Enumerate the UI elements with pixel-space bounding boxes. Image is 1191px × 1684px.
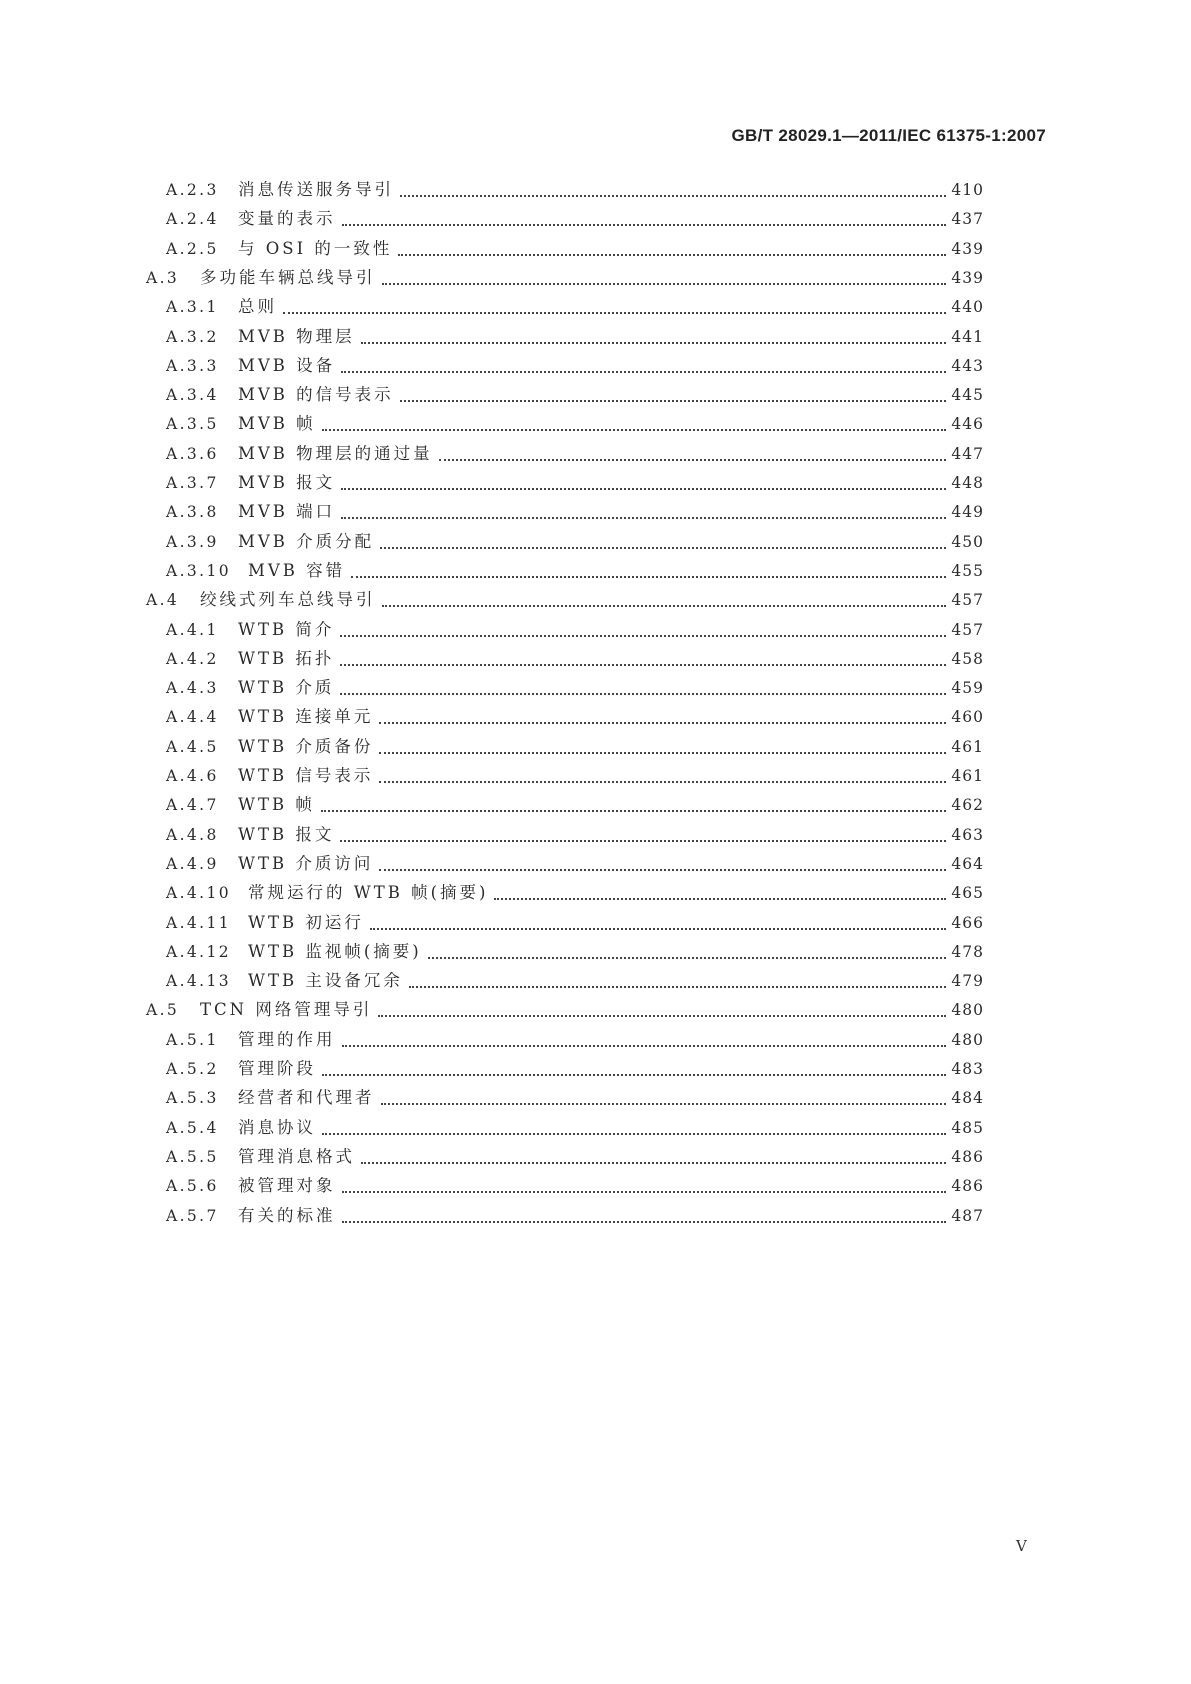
toc-leader-dots xyxy=(439,459,946,461)
toc-leader-dots xyxy=(379,722,946,724)
page-number: V xyxy=(1016,1537,1027,1555)
toc-entry-number: A.3.7 xyxy=(166,474,219,492)
toc-entry[interactable] xyxy=(166,1145,984,1169)
toc-leader-dots xyxy=(342,1045,947,1047)
toc-entry[interactable] xyxy=(166,1086,984,1110)
toc-entry-number: A.3.4 xyxy=(166,386,219,405)
toc-entry[interactable] xyxy=(166,325,984,349)
toc-entry[interactable] xyxy=(166,647,984,671)
toc-entry-page: 462 xyxy=(951,796,984,815)
toc-entry-number: A.4.5 xyxy=(166,737,219,756)
toc-entry[interactable] xyxy=(166,618,984,642)
toc-entry-page: 466 xyxy=(951,913,984,932)
toc-entry-page: 443 xyxy=(951,356,984,375)
toc-entry-page: 486 xyxy=(951,1147,984,1166)
toc-entry-number: A.5 xyxy=(146,1001,180,1020)
document-header: GB/T 28029.1—2011/IEC 61375-1:2007 xyxy=(731,126,1046,145)
toc-entry-number: A.3.9 xyxy=(166,532,219,551)
toc-leader-dots xyxy=(378,1015,946,1017)
toc-entry-title: MVB 的信号表示 xyxy=(238,385,394,405)
toc-entry-title: 多功能车辆总线导引 xyxy=(200,267,376,287)
toc-entry-title: MVB 端口 xyxy=(238,502,336,522)
toc-leader-dots xyxy=(351,576,946,578)
toc-entry-page: 437 xyxy=(951,210,984,229)
toc-entry[interactable] xyxy=(146,998,984,1022)
toc-entry-title: WTB 报文 xyxy=(238,824,335,844)
toc-entry-page: 439 xyxy=(951,268,984,287)
toc-entry-title: 有关的标准 xyxy=(238,1205,336,1225)
toc-leader-dots xyxy=(382,283,947,285)
toc-entry-page: 457 xyxy=(951,591,984,610)
toc-leader-dots xyxy=(379,781,946,783)
toc-entry-title: 管理阶段 xyxy=(238,1059,316,1078)
toc-leader-dots xyxy=(382,605,947,607)
toc-entry-number: A.4.4 xyxy=(166,708,219,727)
toc-entry-number: A.4 xyxy=(146,591,180,610)
toc-entry-page: 455 xyxy=(951,561,984,580)
toc-entry-number: A.5.3 xyxy=(166,1089,219,1108)
toc-entry-number: A.4.10 xyxy=(166,884,232,903)
toc-entry-title: MVB 介质分配 xyxy=(238,531,375,551)
toc-entry-number: A.3.3 xyxy=(166,356,219,375)
toc-entry-page: 465 xyxy=(951,884,984,903)
toc-leader-dots xyxy=(379,752,946,754)
toc-entry-title: WTB 介质 xyxy=(238,678,335,698)
toc-entry[interactable] xyxy=(166,471,984,495)
toc-entry-title: 管理的作用 xyxy=(238,1029,336,1049)
toc-entry-page: 480 xyxy=(951,1030,984,1049)
toc-entry[interactable] xyxy=(166,940,984,964)
toc-entry[interactable] xyxy=(166,1057,984,1081)
toc-entry-page: 464 xyxy=(951,854,984,873)
toc-entry-page: 457 xyxy=(951,620,984,639)
toc-entry-title: MVB 物理层 xyxy=(238,326,355,346)
toc-entry-number: A.5.6 xyxy=(166,1177,219,1196)
toc-entry-title: 经营者和代理者 xyxy=(238,1088,375,1108)
toc-entry-number: A.4.1 xyxy=(166,620,219,639)
toc-entry[interactable] xyxy=(166,852,984,876)
toc-entry-number: A.2.4 xyxy=(166,210,219,229)
toc-entry-page: 458 xyxy=(951,649,984,668)
toc-leader-dots xyxy=(322,1074,946,1076)
toc-entry[interactable] xyxy=(166,1116,984,1140)
toc-entry[interactable] xyxy=(166,881,984,905)
toc-entry-title: 管理消息格式 xyxy=(238,1146,355,1166)
toc-entry-number: A.4.9 xyxy=(166,854,219,873)
toc-entry[interactable] xyxy=(166,793,984,817)
toc-leader-dots xyxy=(400,400,946,402)
toc-entry-page: 448 xyxy=(951,474,984,492)
toc-entry[interactable] xyxy=(166,1204,984,1228)
toc-entry[interactable] xyxy=(166,237,984,261)
toc-entry-title: 总则 xyxy=(238,297,277,317)
toc-leader-dots xyxy=(322,1133,946,1135)
toc-entry[interactable] xyxy=(146,588,984,612)
toc-entry-number: A.3.1 xyxy=(166,298,219,317)
toc-entry-title: MVB 设备 xyxy=(238,355,336,375)
toc-entry-title: 被管理对象 xyxy=(238,1176,336,1196)
toc-leader-dots xyxy=(341,488,946,490)
toc-leader-dots xyxy=(322,429,946,431)
toc-leader-dots xyxy=(428,957,946,959)
toc-entry-number: A.4.13 xyxy=(166,972,232,991)
toc-entry-number: A.4.6 xyxy=(166,767,219,785)
toc-leader-dots xyxy=(361,342,946,344)
toc-entry[interactable] xyxy=(166,383,984,407)
toc-entry-title: TCN 网络管理导引 xyxy=(200,1000,373,1020)
toc-entry-number: A.4.11 xyxy=(166,913,232,932)
toc-entry-number: A.5.7 xyxy=(166,1206,219,1225)
toc-entry[interactable] xyxy=(166,442,984,466)
toc-entry-title: WTB 拓扑 xyxy=(238,648,335,668)
toc-entry[interactable] xyxy=(146,266,984,290)
toc-leader-dots xyxy=(342,1191,947,1193)
toc-entry-title: WTB 介质访问 xyxy=(238,853,374,873)
toc-leader-dots xyxy=(361,1162,946,1164)
toc-entry-number: A.5.2 xyxy=(166,1060,219,1078)
toc-leader-dots xyxy=(381,1103,947,1105)
toc-entry-number: A.3.5 xyxy=(166,415,219,434)
toc-entry[interactable] xyxy=(166,1028,984,1052)
toc-entry-page: 441 xyxy=(951,327,984,346)
toc-entry-page: 461 xyxy=(951,737,984,756)
toc-entry-number: A.4.2 xyxy=(166,649,219,668)
toc-entry-title: 变量的表示 xyxy=(238,209,336,229)
toc-entry-page: 440 xyxy=(951,298,984,317)
toc-entry-number: A.4.12 xyxy=(166,942,232,961)
toc-entry-title: WTB 信号表示 xyxy=(238,766,374,785)
toc-entry-title: 消息协议 xyxy=(238,1117,316,1137)
toc-leader-dots xyxy=(370,928,946,930)
toc-leader-dots xyxy=(341,371,946,373)
toc-entry-page: 478 xyxy=(951,942,984,961)
toc-entry[interactable] xyxy=(166,559,984,583)
toc-leader-dots xyxy=(340,635,946,637)
toc-entry-number: A.3.8 xyxy=(166,503,219,522)
toc-leader-dots xyxy=(494,898,946,900)
toc-entry-number: A.4.7 xyxy=(166,796,219,815)
toc-entry-number: A.3.6 xyxy=(166,444,219,463)
toc-entry-title: 绞线式列车总线导引 xyxy=(200,590,376,610)
toc-entry-number: A.5.4 xyxy=(166,1118,219,1137)
toc-entry-page: 461 xyxy=(951,767,984,785)
toc-entry-number: A.5.5 xyxy=(166,1147,219,1166)
toc-leader-dots xyxy=(321,810,946,812)
toc-entry-title: WTB 主设备冗余 xyxy=(248,971,403,991)
toc-entry-title: 消息传送服务导引 xyxy=(238,180,394,199)
toc-entry[interactable] xyxy=(166,969,984,993)
toc-entry-page: 446 xyxy=(951,415,984,434)
toc-entry-title: 常规运行的 WTB 帧(摘要) xyxy=(248,883,489,903)
toc-entry-page: 485 xyxy=(951,1118,984,1137)
toc-entry-number: A.2.5 xyxy=(166,239,219,258)
toc-entry[interactable] xyxy=(166,178,984,202)
toc-entry[interactable] xyxy=(166,764,984,788)
toc-entry-page: 445 xyxy=(951,386,984,405)
toc-leader-dots xyxy=(380,547,946,549)
toc-entry-title: 与 OSI 的一致性 xyxy=(238,238,393,258)
toc-leader-dots xyxy=(342,224,947,226)
toc-entry-page: 480 xyxy=(951,1001,984,1020)
toc-leader-dots xyxy=(342,1221,947,1223)
toc-entry-title: WTB 初运行 xyxy=(248,912,364,932)
toc-entry-page: 447 xyxy=(951,444,984,463)
toc-leader-dots xyxy=(340,664,946,666)
toc-entry[interactable] xyxy=(166,295,984,319)
toc-entry-title: WTB 监视帧(摘要) xyxy=(248,941,422,961)
toc-entry-page: 460 xyxy=(951,708,984,727)
toc-entry-title: MVB 容错 xyxy=(248,560,346,580)
toc-entry-title: WTB 介质备份 xyxy=(238,736,374,756)
toc-entry-page: 486 xyxy=(951,1177,984,1196)
toc-entry-number: A.2.3 xyxy=(166,181,219,199)
toc-entry[interactable] xyxy=(166,207,984,231)
toc-entry-title: MVB 物理层的通过量 xyxy=(238,443,433,463)
toc-leader-dots xyxy=(400,195,946,197)
toc-entry[interactable] xyxy=(166,1174,984,1198)
toc-entry-page: 459 xyxy=(951,679,984,698)
toc-leader-dots xyxy=(409,986,946,988)
toc-entry[interactable] xyxy=(166,530,984,554)
toc-entry-title: WTB 连接单元 xyxy=(238,707,374,727)
toc-entry-number: A.3.10 xyxy=(166,561,232,580)
toc-entry-page: 483 xyxy=(951,1060,984,1078)
toc-entry[interactable] xyxy=(166,705,984,729)
toc-entry-number: A.4.8 xyxy=(166,825,219,844)
toc-entry-page: 449 xyxy=(951,503,984,522)
toc-leader-dots xyxy=(379,869,946,871)
toc-entry[interactable] xyxy=(166,911,984,935)
toc-entry-page: 450 xyxy=(951,532,984,551)
toc-entry[interactable] xyxy=(166,676,984,700)
toc-entry[interactable] xyxy=(166,735,984,759)
toc-entry-number: A.5.1 xyxy=(166,1030,219,1049)
toc-entry-title: WTB 帧 xyxy=(238,795,315,815)
toc-entry-page: 479 xyxy=(951,972,984,991)
toc-leader-dots xyxy=(283,312,946,314)
toc-leader-dots xyxy=(341,517,946,519)
toc-entry-title: MVB 报文 xyxy=(238,473,336,492)
toc-entry[interactable] xyxy=(166,500,984,524)
toc-leader-dots xyxy=(398,254,946,256)
toc-entry-number: A.3.2 xyxy=(166,327,219,346)
toc-entry-page: 463 xyxy=(951,825,984,844)
toc-leader-dots xyxy=(340,840,946,842)
toc-entry[interactable] xyxy=(166,823,984,847)
toc-entry-number: A.4.3 xyxy=(166,679,219,698)
toc-entry-number: A.3 xyxy=(146,268,180,287)
toc-entry[interactable] xyxy=(166,354,984,378)
toc-entry-page: 487 xyxy=(951,1206,984,1225)
toc-leader-dots xyxy=(340,693,946,695)
toc-entry[interactable] xyxy=(166,412,984,436)
toc-entry-title: WTB 简介 xyxy=(238,619,335,639)
toc-entry-page: 484 xyxy=(951,1089,984,1108)
toc-entry-page: 410 xyxy=(951,181,984,199)
toc-entry-title: MVB 帧 xyxy=(238,414,316,434)
toc-entry-page: 439 xyxy=(951,239,984,258)
